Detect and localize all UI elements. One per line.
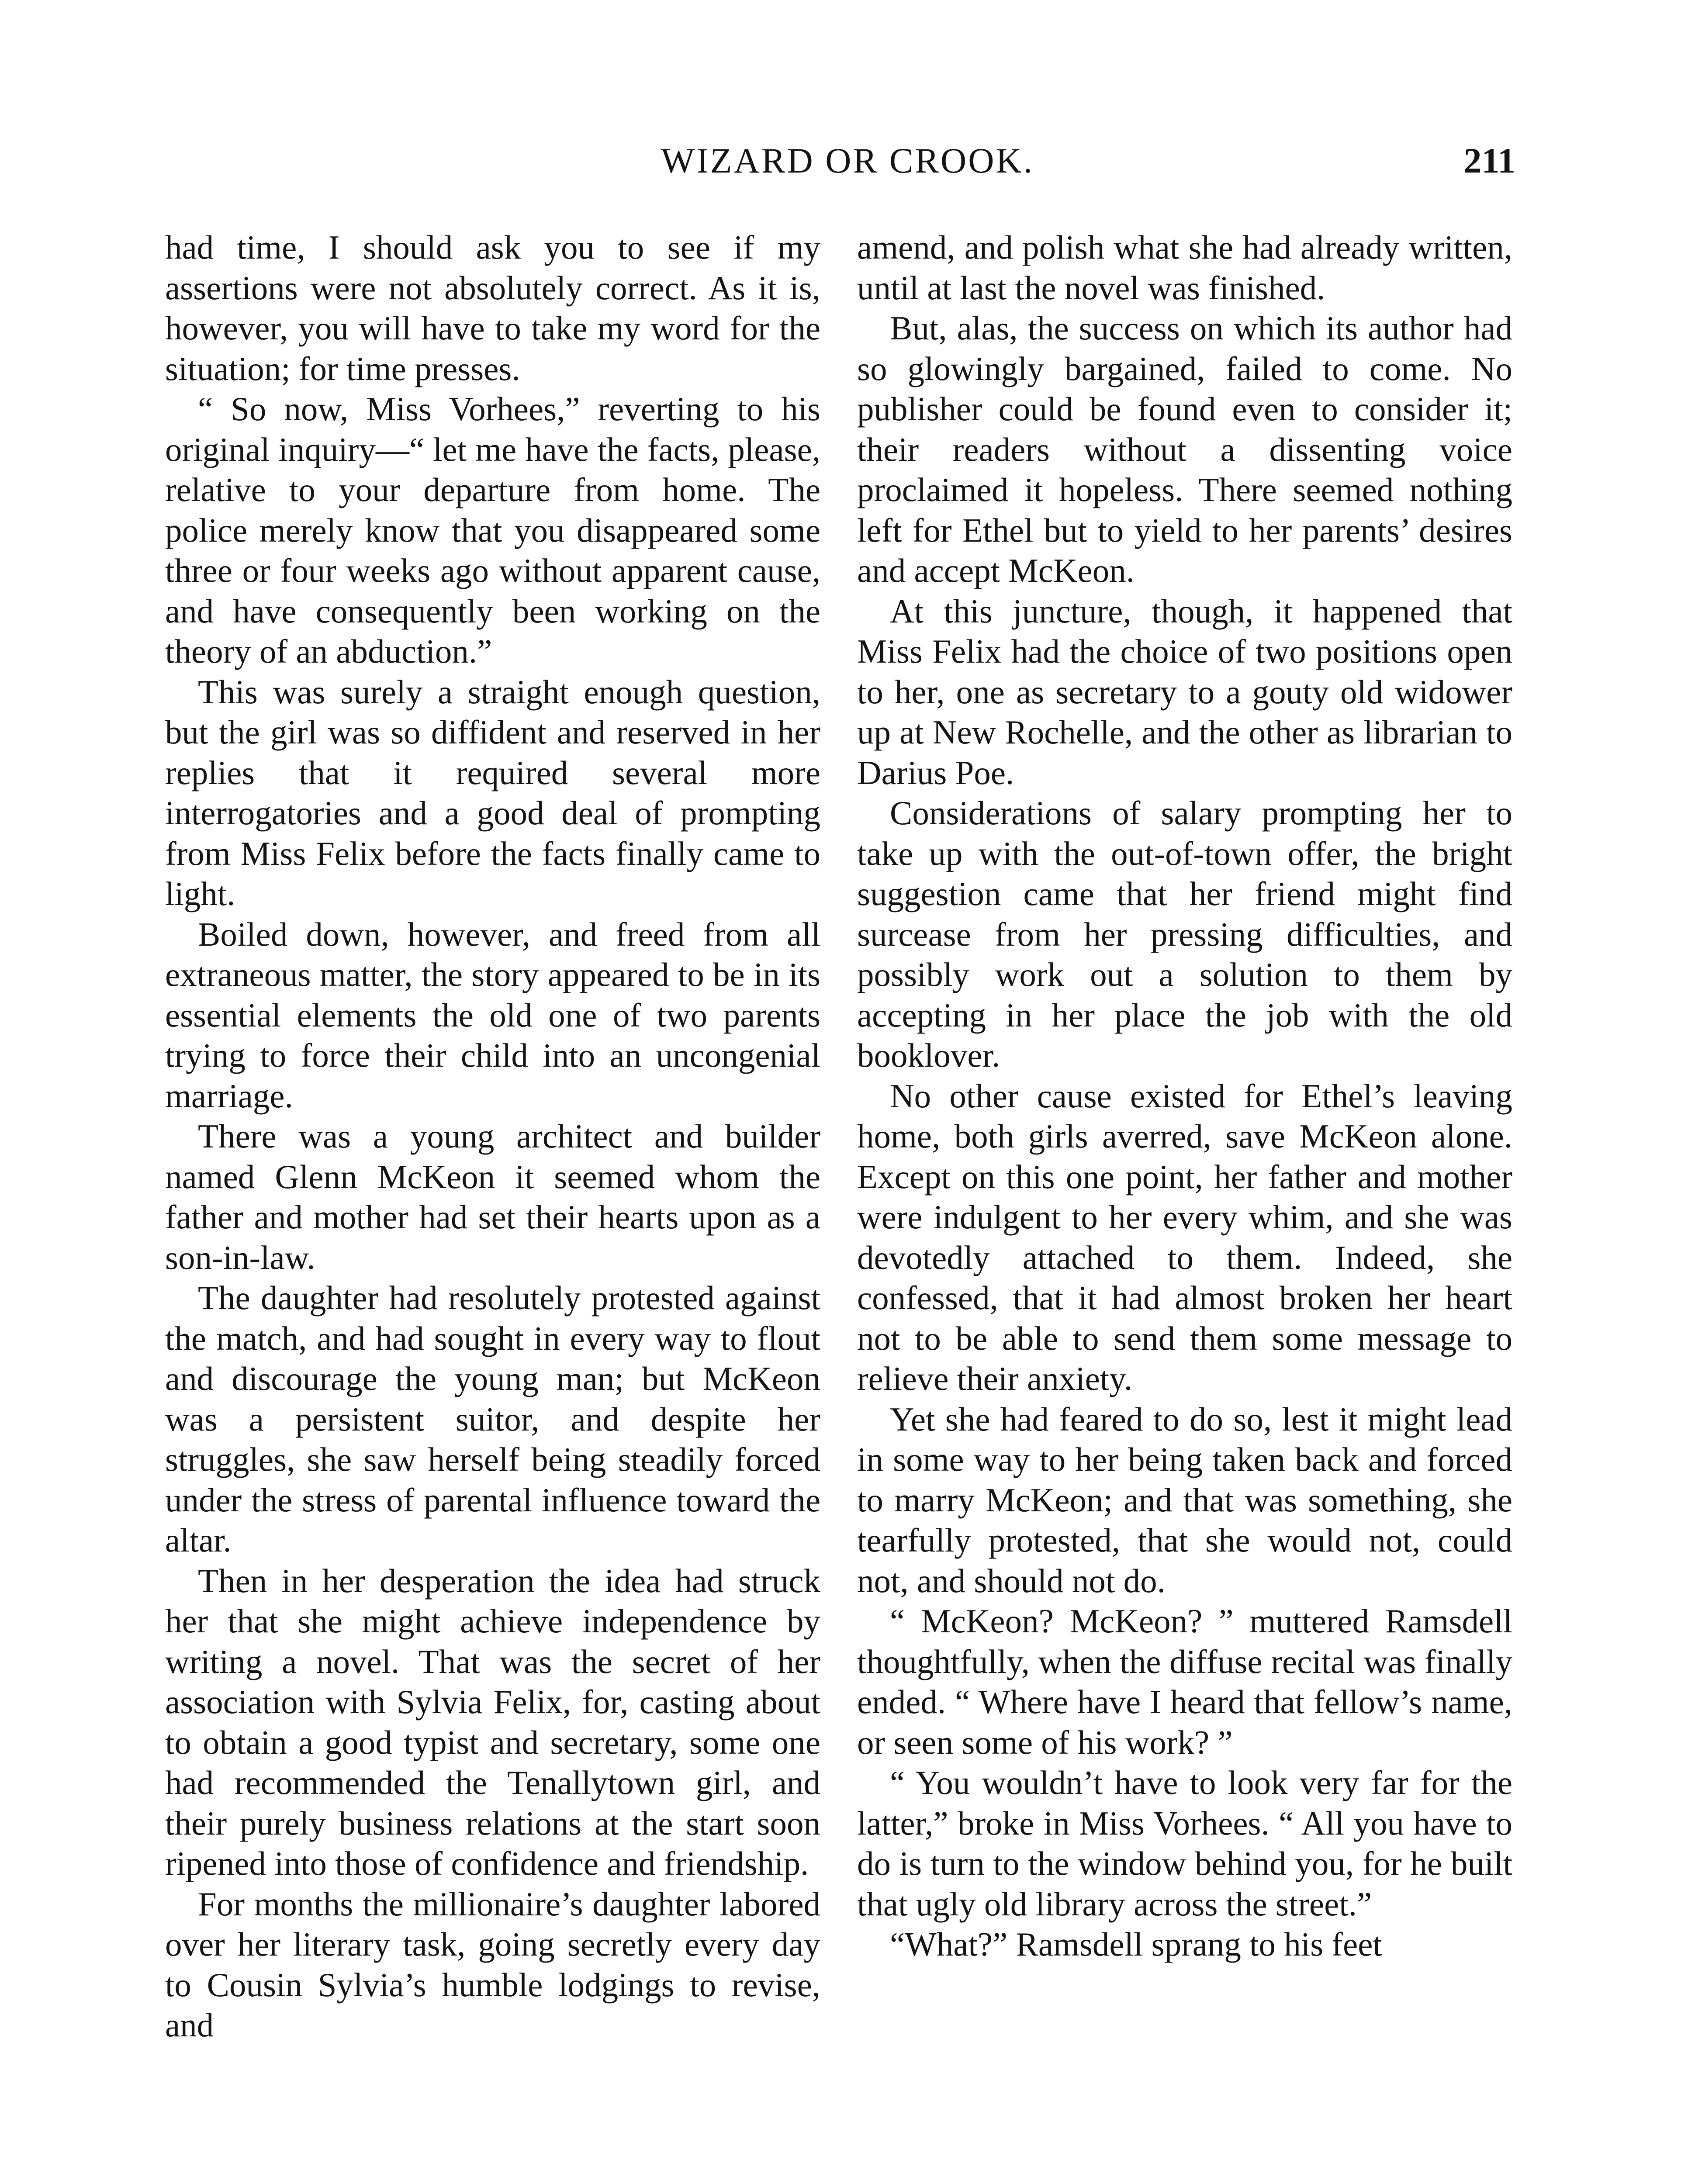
paragraph: There was a young architect and builder named Glenn McKeon it seemed whom the father and mother had set their hearts upon as a son-in-law. [165,1117,820,1276]
paragraph: Considerations of salary prompting her to take up with the out-of-town offer, the bright suggestion came that her friend might find surcease from her pressing difficulties, and possibly work out a solution to them by accepting in her place the job with the old booklover. [857,794,1512,1074]
paragraph: “What?” Ramsdell sprang to his feet [890,1925,1382,1963]
running-header [0,139,1688,191]
paragraph: This was surely a straight enough question, but the girl was so diffident and reserved in her replies that it required several more interrogatories and a good deal of prompting from Miss Felix before the facts finally came to light. [165,673,820,912]
paragraph: No other cause existed for Ethel’s leaving home, both girls averred, save McKeon alone. Except on this one point, her father and mother were indulgent to her every whim, and she was devotedly attached to them. Indeed, she confessed, that it had almost broken her heart not to be able to send them some message to relieve their anxiety. [857,1077,1512,1397]
paragraph: Yet she had feared to do so, lest it might lead in some way to her being taken back and forced to marry McKeon; and that was something, she tearfully protested, that she would not, could not, and should not do. [857,1400,1512,1600]
running-title: WIZARD OR CROOK. [661,141,1034,180]
paragraph: “ You wouldn’t have to look very far for the latter,” broke in Miss Vorhees. “ All you have to do is turn to the window behind you, for he built that ugly old library across the street.” [857,1764,1512,1923]
paragraph: “ McKeon? McKeon? ” muttered Ramsdell thoughtfully, when the diffuse recital was finally ended. “ Where have I heard that fellow’s name, or seen some of his work? ” [857,1602,1512,1761]
paragraph: had time, I should ask you to see if my assertions were not absolutely correct. As it is, however, you will have to take my word for the situation; for time presses. [165,228,820,387]
paragraph: The daughter had resolutely protested against the match, and had sought in every way to flout and discourage the young man; but McKeon was a persistent suitor, and despite her struggles, she saw herself being steadily forced under the stress of parental influence toward the altar. [165,1279,820,1559]
page-number: 211 [1463,141,1515,180]
paragraph: At this juncture, though, it happened that Miss Felix had the choice of two positions open to her, one as secretary to a gouty old widower up at New Rochelle, and the other as librarian to Darius Poe. [857,592,1512,791]
paragraph: Boiled down, however, and freed from all extraneous matter, the story appeared to be in its essential elements the old one of two parents trying to force their child into an uncongenial marriage. [165,915,820,1115]
right-text-column [857,227,1512,2184]
paragraph: For months the millionaire’s daughter labored over her literary task, going secretly every day to Cousin Sylvia’s humble lodgings to revise, and [165,1885,820,2044]
paragraph: Then in her desperation the idea had struck her that she might achieve independence by writing a novel. That was the secret of her association with Sylvia Felix, for, casting about to obtain a good typist and secretary, some one had recommended the Tenallytown girl, and their purely business relations at the start soon ripened into those of confidence and friendship. [165,1562,820,1882]
paragraph: But, alas, the success on which its author had so glowingly bargained, failed to come. No publisher could be found even to consider it; their readers without a dissenting voice proclaimed it hopeless. There seemed nothing left for Ethel but to yield to her parents’ desires and accept McKeon. [857,309,1512,589]
left-text-column [165,227,820,2184]
paragraph: amend, and polish what she had already written, until at last the novel was finished. [857,228,1512,307]
paragraph: “ So now, Miss Vorhees,” reverting to his original inquiry—“ let me have the facts, please, relative to your departure from home. The police merely know that you disappeared some three or four weeks ago without apparent cause, and have consequently been working on the theory of an abduction.” [165,390,820,670]
